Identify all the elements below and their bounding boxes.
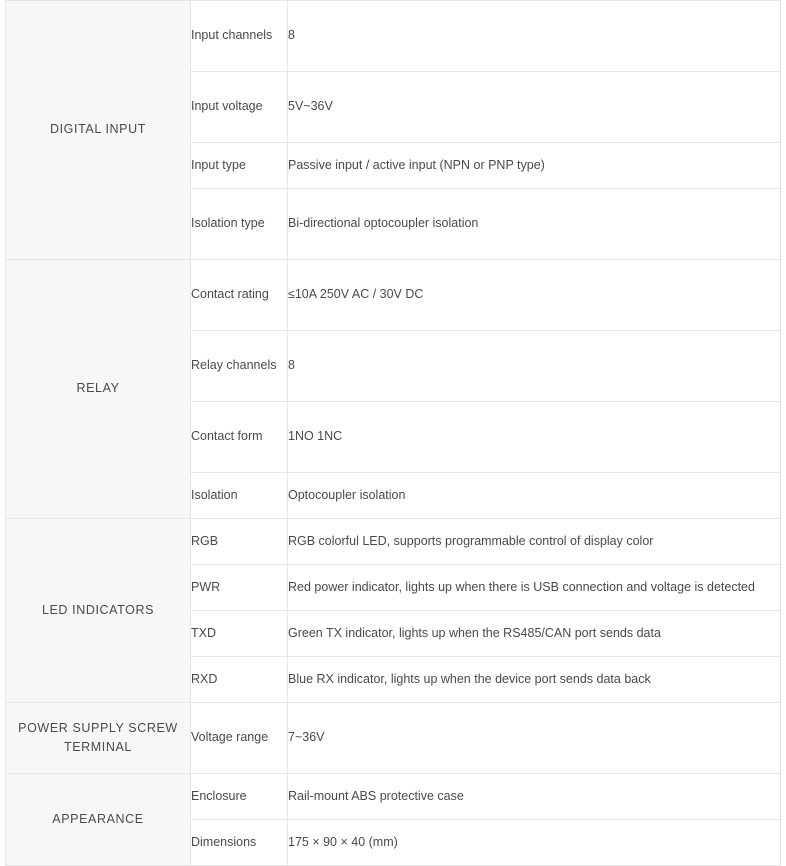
- specifications-table: [5, 0, 781, 866]
- value-cell: ≤10A 250V AC / 30V DC: [288, 260, 781, 331]
- parameter-cell: Relay channels: [191, 331, 288, 402]
- value-cell: Passive input / active input (NPN or PNP type): [288, 143, 781, 189]
- value-cell: 5V~36V: [288, 72, 781, 143]
- category-cell: LED INDICATORS: [6, 519, 191, 703]
- parameter-cell: Isolation: [191, 473, 288, 519]
- value-cell: Green TX indicator, lights up when the RS485/CAN port sends data: [288, 611, 781, 657]
- specifications-table-body: [6, 1, 781, 866]
- value-cell: RGB colorful LED, supports programmable control of display color: [288, 519, 781, 565]
- parameter-cell: Dimensions: [191, 820, 288, 866]
- table-row: [6, 1, 781, 72]
- parameter-cell: TXD: [191, 611, 288, 657]
- parameter-cell: Input voltage: [191, 72, 288, 143]
- parameter-cell: Enclosure: [191, 774, 288, 820]
- value-cell: Bi-directional optocoupler isolation: [288, 189, 781, 260]
- parameter-cell: Input channels: [191, 1, 288, 72]
- table-row: [6, 774, 781, 820]
- value-cell: 8: [288, 1, 781, 72]
- table-row: [6, 519, 781, 565]
- value-cell: Rail-mount ABS protective case: [288, 774, 781, 820]
- value-cell: 8: [288, 331, 781, 402]
- parameter-cell: Contact form: [191, 402, 288, 473]
- parameter-cell: Contact rating: [191, 260, 288, 331]
- parameter-cell: RGB: [191, 519, 288, 565]
- parameter-cell: PWR: [191, 565, 288, 611]
- parameter-cell: Voltage range: [191, 703, 288, 774]
- parameter-cell: Isolation type: [191, 189, 288, 260]
- value-cell: 7~36V: [288, 703, 781, 774]
- category-cell: RELAY: [6, 260, 191, 519]
- category-cell: APPEARANCE: [6, 774, 191, 866]
- value-cell: Optocoupler isolation: [288, 473, 781, 519]
- category-cell: POWER SUPPLY SCREW TERMINAL: [6, 703, 191, 774]
- value-cell: 1NO 1NC: [288, 402, 781, 473]
- table-row: [6, 260, 781, 331]
- table-row: [6, 703, 781, 774]
- category-cell: DIGITAL INPUT: [6, 1, 191, 260]
- parameter-cell: RXD: [191, 657, 288, 703]
- value-cell: Red power indicator, lights up when there is USB connection and voltage is detected: [288, 565, 781, 611]
- parameter-cell: Input type: [191, 143, 288, 189]
- value-cell: 175 × 90 × 40 (mm): [288, 820, 781, 866]
- value-cell: Blue RX indicator, lights up when the device port sends data back: [288, 657, 781, 703]
